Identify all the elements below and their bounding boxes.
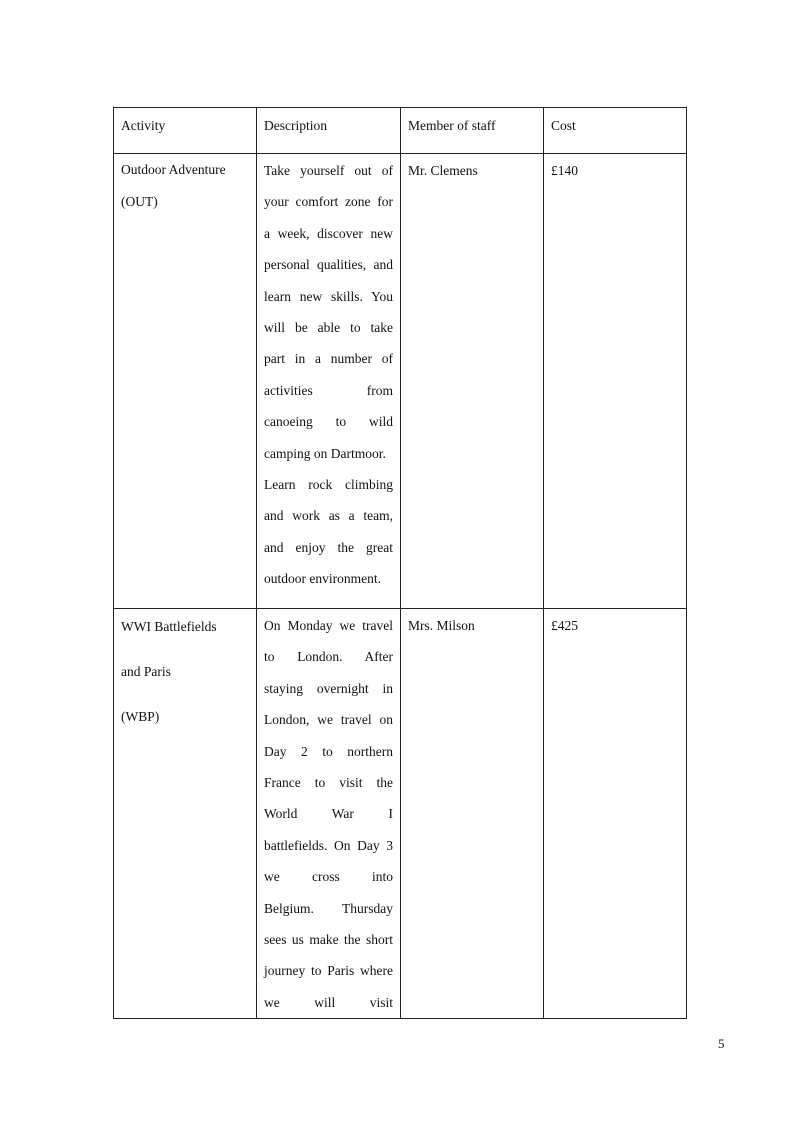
description-line: journey to Paris where [264, 963, 393, 979]
description-line: Day 2 to northern [264, 743, 393, 759]
description-line: battlefields. On Day 3 [264, 837, 393, 853]
description-line: London, we travel on [264, 712, 393, 728]
description-line: a week, discover new [264, 225, 393, 241]
description-cell [257, 609, 401, 1019]
table-row [114, 609, 687, 1019]
description-line: canoeing to wild [264, 414, 393, 430]
description-line: activities from [264, 382, 393, 398]
description-line: World War I [264, 806, 393, 822]
staff-cell: Mrs. Milson [401, 609, 544, 1019]
description-line: will be able to take [264, 320, 393, 336]
description-line: and work as a team, [264, 508, 393, 524]
description-line: we cross into [264, 869, 393, 885]
header-member-of-staff: Member of staff [401, 108, 544, 154]
description-line: Belgium. Thursday [264, 900, 393, 916]
description-line: Learn rock climbing [264, 477, 393, 493]
description-line: Take yourself out of [264, 163, 393, 178]
cost-cell: £425 [544, 609, 687, 1019]
description-line: camping on Dartmoor. [264, 445, 386, 461]
description-line: sees us make the short [264, 932, 393, 948]
activity-line: Outdoor Adventure [121, 162, 226, 177]
activity-cell [114, 154, 257, 609]
description-line: learn new skills. You [264, 288, 393, 304]
description-cell [257, 154, 401, 609]
activity-line: (WBP) [121, 709, 160, 724]
activity-cell [114, 609, 257, 1019]
header-cost: Cost [544, 108, 687, 154]
description-line: part in a number of [264, 351, 393, 367]
description-line: staying overnight in [264, 680, 393, 696]
description-line: France to visit the [264, 775, 393, 791]
activity-line: and Paris [121, 664, 171, 679]
description-line: On Monday we travel [264, 618, 393, 633]
activities-table [113, 107, 687, 1019]
activity-line: WWI Battlefields [121, 619, 217, 634]
cost-cell: £140 [544, 154, 687, 609]
table-header-row [114, 108, 687, 154]
activity-line: (OUT) [121, 193, 158, 209]
description-line: to London. After [264, 649, 393, 665]
description-line: outdoor environment. [264, 571, 381, 587]
header-description: Description [257, 108, 401, 154]
table-row [114, 154, 687, 609]
staff-cell: Mr. Clemens [401, 154, 544, 609]
page-number: 5 [718, 1036, 725, 1051]
description-line: your comfort zone for [264, 194, 393, 210]
description-line: we will visit [264, 994, 393, 1010]
description-line: and enjoy the great [264, 539, 393, 555]
header-activity: Activity [114, 108, 257, 154]
description-line: personal qualities, and [264, 257, 393, 273]
